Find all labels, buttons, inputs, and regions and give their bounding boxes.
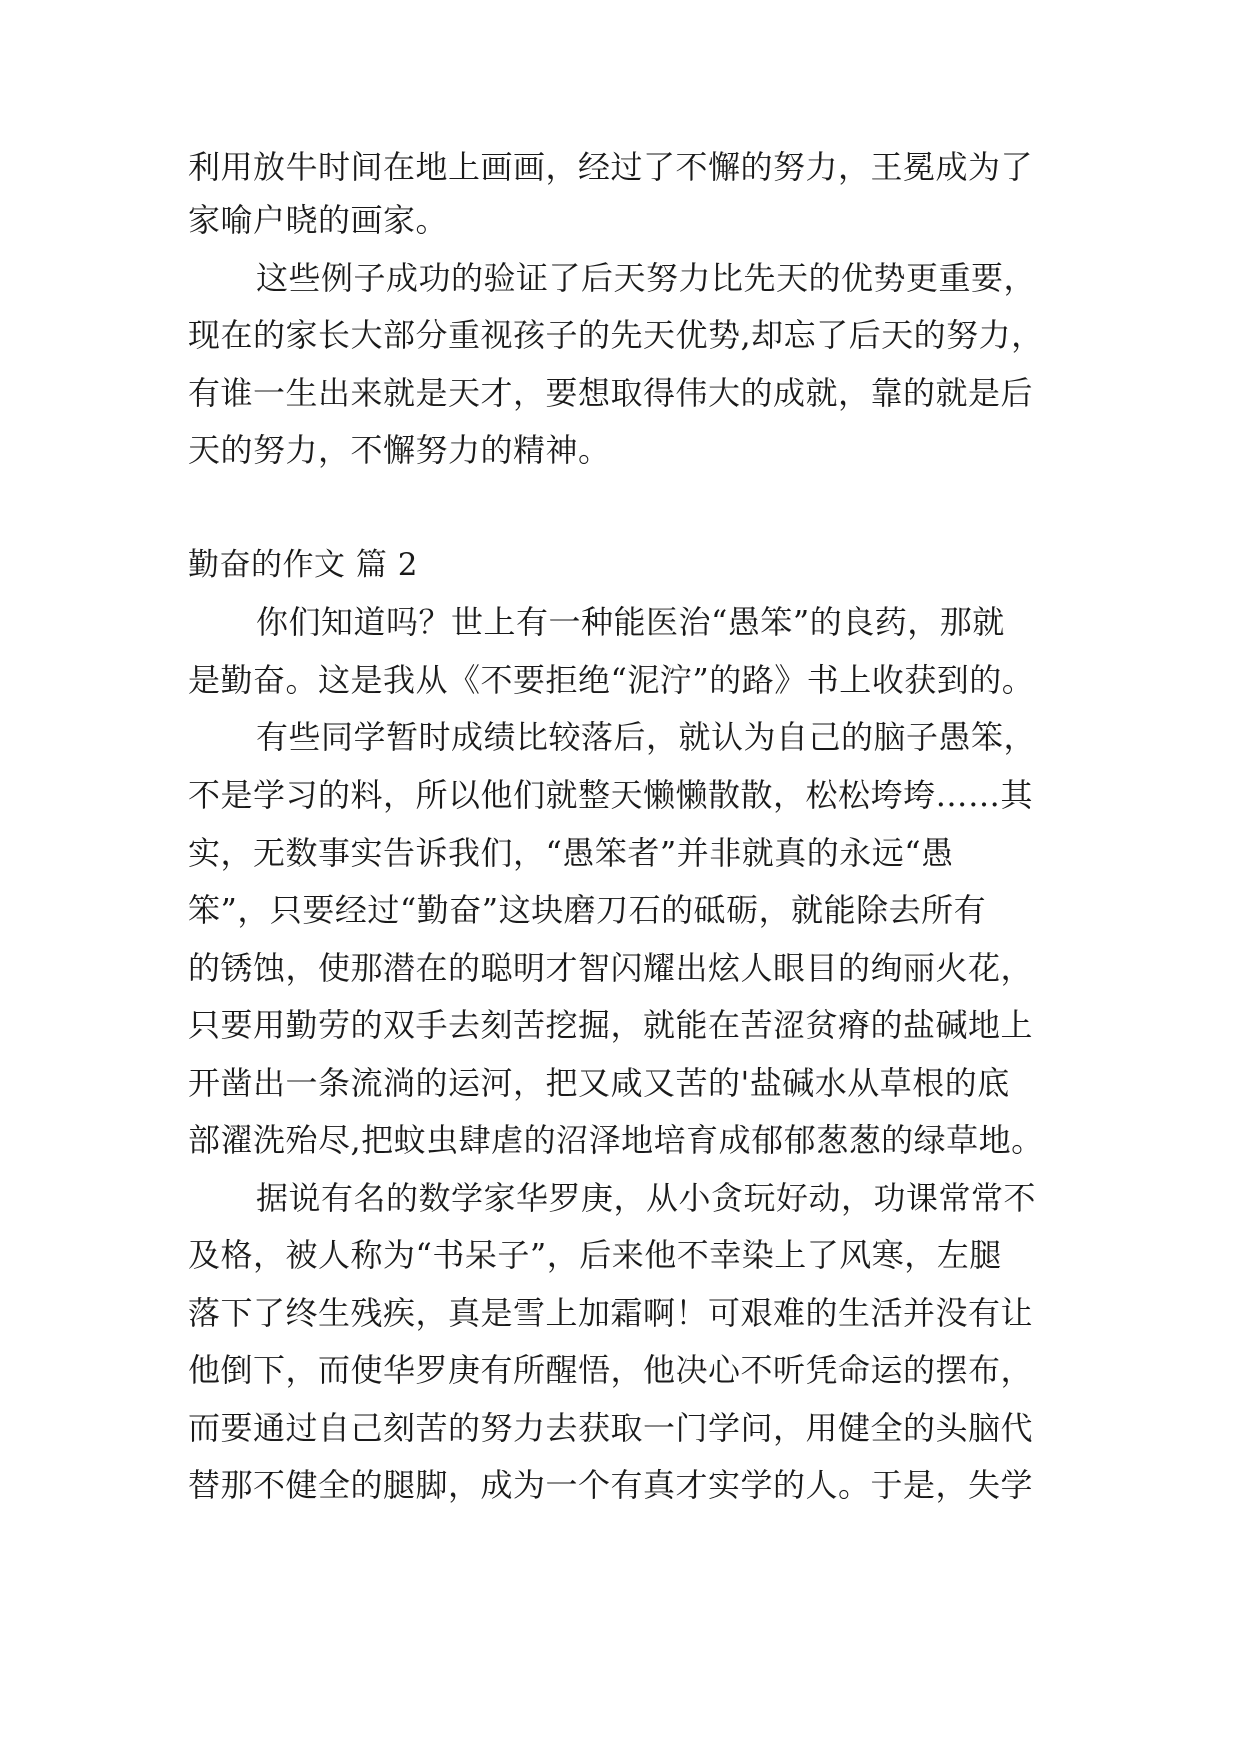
text-line: 是勤奋。这是我从《不要拒绝“泥泞”的路》书上收获到的。 <box>188 661 1035 699</box>
text-line: 替那不健全的腿脚，成为一个有真才实学的人。于是，失学 <box>188 1466 1034 1504</box>
text-line: 这些例子成功的验证了后天努力比先天的优势更重要， <box>256 259 1037 297</box>
text-line: 实，无数事实告诉我们，“愚笨者”并非就真的永远“愚 <box>188 834 954 872</box>
text-line: 而要通过自己刻苦的努力去获取一门学问，用健全的头脑代 <box>188 1409 1034 1447</box>
text-line: 笨”，只要经过“勤奋”这块磨刀石的砥砺，就能除去所有 <box>188 891 987 929</box>
text-line: 开凿出一条流淌的运河，把又咸又苦的'盐碱水从草根的底 <box>188 1064 1010 1102</box>
text-line: 只要用勤劳的双手去刻苦挖掘，就能在苦涩贫瘠的盐碱地上 <box>188 1006 1034 1044</box>
text-line: 据说有名的数学家华罗庚，从小贪玩好动，功课常常不 <box>256 1179 1037 1217</box>
text-line: 天的努力，不懈努力的精神。 <box>188 431 611 469</box>
text-line: 利用放牛时间在地上画画，经过了不懈的努力，王冕成为了 <box>188 148 1034 186</box>
text-line: 有谁一生出来就是天才，要想取得伟大的成就，靠的就是后 <box>188 374 1034 412</box>
text-line: 部濯洗殆尽,把蚊虫肆虐的沼泽地培育成郁郁葱葱的绿草地。 <box>188 1121 1044 1159</box>
text-line: 他倒下，而使华罗庚有所醒悟，他决心不听凭命运的摆布， <box>188 1351 1034 1389</box>
text-line: 现在的家长大部分重视孩子的先天优势,却忘了后天的努力， <box>188 316 1044 354</box>
text-line: 的锈蚀，使那潜在的聪明才智闪耀出炫人眼目的绚丽火花， <box>188 949 1034 987</box>
text-line: 有些同学暂时成绩比较落后，就认为自己的脑子愚笨， <box>256 718 1037 756</box>
text-line: 及格，被人称为“书呆子”，后来他不幸染上了风寒，左腿 <box>188 1236 1002 1274</box>
text-line: 不是学习的料，所以他们就整天懒懒散散，松松垮垮……其 <box>188 776 1034 814</box>
text-line: 落下了终生残疾，真是雪上加霜啊！可艰难的生活并没有让 <box>188 1294 1034 1332</box>
text-line: 家喻户晓的画家。 <box>188 201 449 239</box>
section-heading: 勤奋的作文 篇 2 <box>188 547 418 583</box>
text-line: 你们知道吗？世上有一种能医治“愚笨”的良药，那就 <box>256 603 1005 641</box>
